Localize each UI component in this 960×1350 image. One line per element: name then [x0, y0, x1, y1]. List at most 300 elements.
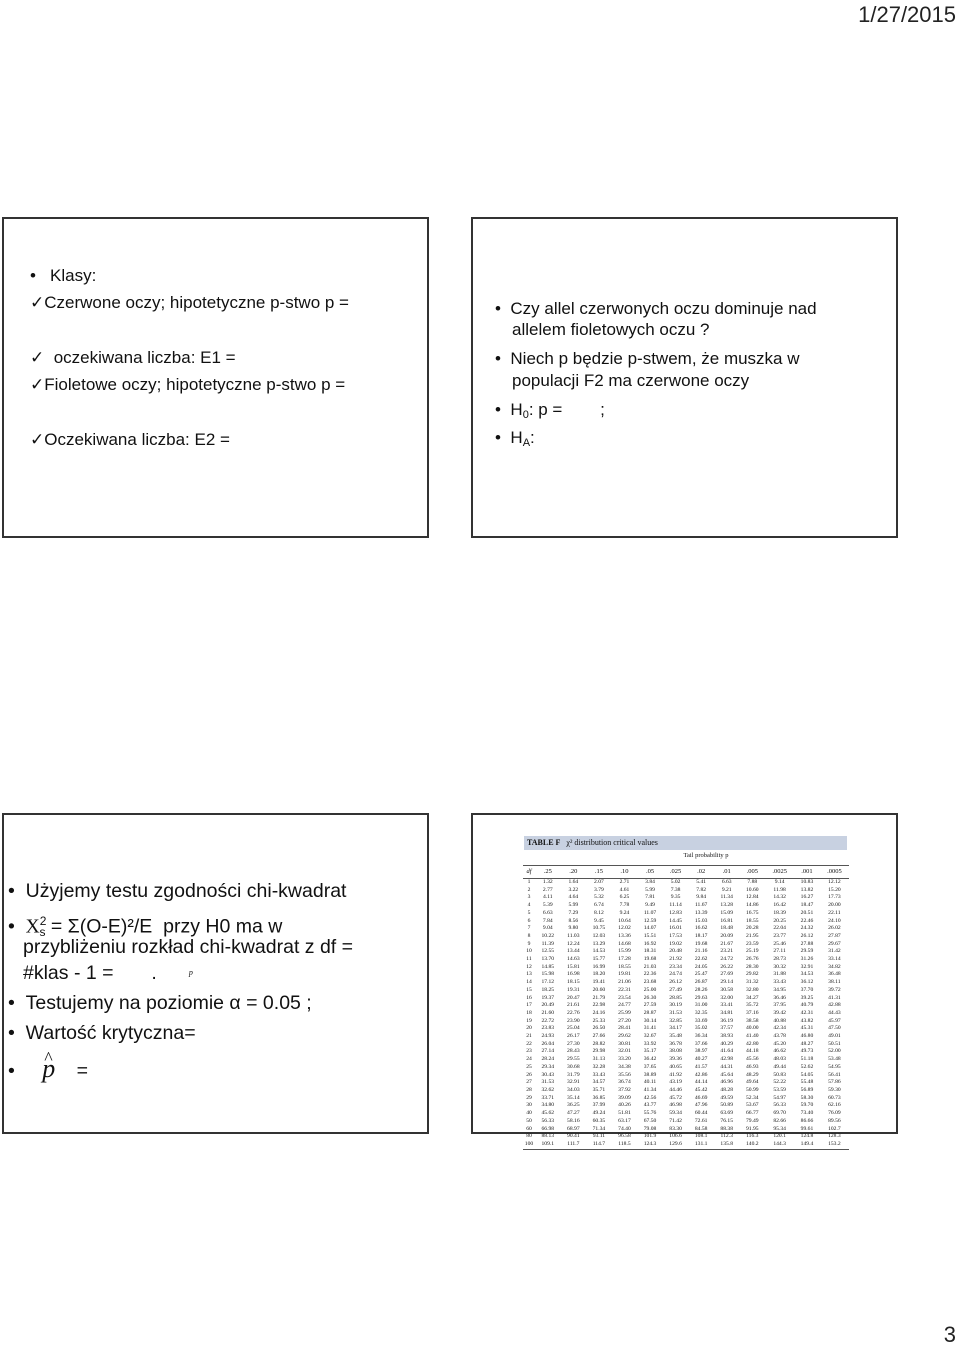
slide3-text-test: Użyjemy testu zgodności chi-kwadrat — [25, 880, 347, 902]
page-number: 3 — [943, 1322, 956, 1347]
table-cell: 37.16 — [745, 1009, 759, 1016]
table-cell: 26.02 — [828, 925, 841, 932]
df-cell: 23 — [526, 1048, 532, 1055]
table-cell: 71.34 — [592, 1125, 606, 1132]
table-cell: 24.32 — [800, 925, 814, 932]
h0-rest: : p = ; — [528, 400, 605, 419]
table-cell: 40.00 — [745, 1025, 759, 1032]
table-cell: 153.2 — [828, 1140, 841, 1147]
table-cell: 2.07 — [594, 879, 604, 885]
table-cell: 82.66 — [773, 1117, 786, 1124]
table-cell: 4.64 — [568, 894, 579, 901]
slide2-text-2a: Niech p będzie p-stwem, że muszka w — [510, 349, 800, 368]
table-cell: 35.71 — [592, 1086, 606, 1093]
table-cell: 28.73 — [773, 956, 786, 963]
table-cell: 96.58 — [618, 1133, 631, 1140]
table-cell: 56.89 — [800, 1086, 814, 1093]
table-cell: 35.72 — [745, 1002, 759, 1009]
table-cell: 14.32 — [773, 894, 786, 901]
table-row — [523, 910, 849, 918]
table-cell: 5.32 — [594, 894, 604, 901]
chi-formula-rest: = Σ(O-E)²/E przy H0 ma w — [45, 915, 283, 938]
table-cell: 60.44 — [694, 1110, 708, 1117]
table-cell: 83.30 — [669, 1125, 682, 1132]
slide1-text-klasy: Klasy: — [50, 266, 97, 285]
table-cell: 31.32 — [745, 979, 759, 986]
table-cell: 76.15 — [720, 1117, 734, 1124]
table-cell: 26.87 — [694, 979, 708, 986]
table-cell: 9.80 — [568, 925, 579, 932]
checkmark-icon: ✓ — [30, 375, 45, 394]
table-cell: 47.96 — [694, 1102, 708, 1109]
df-cell: 25 — [526, 1063, 532, 1070]
table-cell: 29.62 — [618, 1033, 631, 1040]
table-cell: 29.63 — [694, 994, 708, 1001]
table-cell: 49.24 — [592, 1110, 606, 1117]
table-cell: 34.17 — [669, 1025, 682, 1032]
table-cell: 8.12 — [594, 909, 604, 916]
table-cell: 99.61 — [800, 1125, 814, 1132]
df-cell: 80 — [526, 1133, 532, 1140]
table-cell: 23.83 — [541, 1025, 555, 1032]
table-cell: 66.77 — [745, 1110, 759, 1117]
table-row — [523, 971, 849, 979]
table-cell: 24.10 — [828, 917, 841, 924]
table-cell: 12.24 — [567, 940, 580, 947]
table-cell: 52.00 — [828, 1048, 841, 1055]
table-cell: 26.30 — [643, 994, 657, 1001]
table-cell: 37.95 — [773, 1002, 786, 1009]
table-cell: 26.04 — [541, 1040, 555, 1047]
table-cell: 31.42 — [828, 948, 841, 955]
table-cell: 6.25 — [619, 894, 630, 901]
table-row — [523, 948, 849, 956]
table-cell: 16.27 — [800, 894, 814, 901]
df-cell: 28 — [526, 1086, 532, 1093]
table-cell: 34.57 — [592, 1079, 606, 1086]
table-cell: 26.12 — [669, 979, 682, 986]
table-cell: 62.16 — [828, 1102, 841, 1109]
chi-subscript: s — [39, 924, 46, 939]
table-cell: 21.16 — [694, 948, 708, 955]
table-cell: 21.60 — [541, 1009, 555, 1016]
slide-1 — [2, 217, 429, 538]
table-cell: 26.50 — [592, 1025, 606, 1032]
table-cell: 32.80 — [745, 986, 759, 993]
table-cell: 55.48 — [800, 1079, 814, 1086]
slide2-h0 — [495, 400, 605, 425]
table-cell: 93.11 — [592, 1133, 606, 1140]
table-cell: 120.1 — [773, 1133, 786, 1140]
table-cell: 41.92 — [669, 1071, 682, 1078]
slide3-line-testujemy — [8, 993, 312, 1013]
table-cell: 53.59 — [773, 1086, 786, 1093]
table-cell: 19.02 — [669, 940, 682, 947]
table-cell: 42.80 — [745, 1040, 759, 1047]
column-header: .05 — [645, 868, 655, 876]
table-row — [523, 1095, 849, 1103]
bullet-dot: • — [495, 428, 501, 447]
table-cell: 28.43 — [567, 1048, 580, 1055]
table-row — [523, 887, 849, 895]
table-cell: 27.20 — [618, 1017, 631, 1024]
table-cell: 31.53 — [669, 1009, 682, 1016]
slide1-line-oczekiwana-e1 — [30, 348, 236, 368]
table-cell: 52.34 — [745, 1094, 759, 1101]
small-p-mark: p — [188, 968, 193, 977]
table-cell: 36.85 — [592, 1094, 606, 1101]
slide-4 — [471, 813, 898, 1147]
table-cell: 21.92 — [669, 956, 682, 963]
table-cell: 106.6 — [669, 1133, 682, 1140]
table-cell: 39.36 — [669, 1056, 682, 1063]
table-cell: 31.00 — [694, 1002, 708, 1009]
table-cell: 12.02 — [618, 925, 631, 932]
table-cell: 55.76 — [643, 1110, 657, 1117]
table-cell: 51.18 — [800, 1056, 814, 1063]
table-cell: 118.5 — [618, 1140, 631, 1147]
table-cell: 20.28 — [745, 925, 759, 932]
table-cell: 20.25 — [773, 917, 786, 924]
table-cell: 79.49 — [745, 1117, 759, 1124]
table-cell: 34.81 — [720, 1009, 734, 1016]
bullet-dot: • — [8, 1022, 15, 1044]
df-cell: 14 — [526, 979, 532, 986]
table-row — [523, 995, 849, 1003]
table-cell: 33.14 — [828, 956, 841, 963]
table-cell: 33.43 — [773, 979, 786, 986]
table-cell: 14.53 — [592, 948, 606, 955]
column-header: .0025 — [772, 868, 787, 876]
table-cell: 26.12 — [800, 932, 814, 939]
slide3-text-testujemy: Testujemy na poziomie α = 0.05 ; — [25, 992, 312, 1014]
table-cell: 23.21 — [720, 948, 734, 955]
table-cell: 21.06 — [618, 979, 631, 986]
table-cell: 12.12 — [828, 879, 841, 885]
slide2-bullet-1-line-1 — [495, 299, 817, 319]
table-cell: 29.67 — [828, 940, 841, 947]
df-cell: 22 — [526, 1040, 532, 1047]
table-cell: 13.44 — [567, 948, 580, 955]
df-cell: 2 — [527, 886, 531, 893]
table-cell: 32.00 — [720, 994, 734, 1001]
table-row — [523, 1041, 849, 1049]
table-cell: 36.74 — [618, 1079, 631, 1086]
table-cell: 7.38 — [670, 886, 681, 893]
table-cell: 42.88 — [828, 1002, 841, 1009]
table-cell: 24.93 — [541, 1033, 555, 1040]
table-cell: 32.01 — [618, 1048, 631, 1055]
table-cell: 27.69 — [720, 971, 734, 978]
table-cell: 23.54 — [618, 994, 631, 1001]
table-cell: 25.46 — [773, 940, 786, 947]
table-cell: 25.99 — [618, 1009, 631, 1016]
table-cell: 25.47 — [694, 971, 708, 978]
table-cell: 14.07 — [643, 925, 657, 932]
table-cell: 114.7 — [592, 1140, 606, 1147]
table-row — [523, 1141, 849, 1149]
df-cell: 100 — [524, 1140, 534, 1147]
table-cell: 32.91 — [567, 1079, 580, 1086]
table-cell: 18.31 — [643, 948, 657, 955]
df-cell: 16 — [526, 994, 532, 1001]
column-header-df: df — [526, 868, 532, 876]
table-cell: 59.30 — [828, 1086, 841, 1093]
table-cell: 19.41 — [592, 979, 606, 986]
table-cell: 23.68 — [643, 979, 657, 986]
table-cell: 39.42 — [773, 1009, 786, 1016]
table-cell: 40.79 — [800, 1002, 814, 1009]
table-cell: 25.33 — [592, 1017, 606, 1024]
table-cell: 7.88 — [747, 879, 758, 885]
table-cell: 22.62 — [694, 956, 708, 963]
table-cell: 15.81 — [567, 963, 580, 970]
table-cell: 26.17 — [567, 1033, 580, 1040]
table-cell: 73.40 — [800, 1110, 814, 1117]
table-cell: 135.8 — [720, 1140, 734, 1147]
table-cell: 128.3 — [828, 1133, 841, 1140]
table-cell: 21.79 — [592, 994, 606, 1001]
table-cell: 38.89 — [643, 1071, 657, 1078]
table-cell: 41.57 — [694, 1063, 708, 1070]
table-cell: 10.60 — [745, 886, 759, 893]
table-cell: 15.09 — [720, 909, 734, 916]
table-cell: 40.29 — [720, 1040, 734, 1047]
table-cell: 12.83 — [669, 909, 682, 916]
table-cell: 140.2 — [745, 1140, 759, 1147]
table-cell: 43.19 — [669, 1079, 682, 1086]
table-cell: 15.98 — [541, 971, 555, 978]
table-cell: 15.20 — [828, 886, 841, 893]
slide3-line-phat — [8, 1055, 88, 1085]
table-cell: 54.97 — [773, 1094, 786, 1101]
table-cell: 49.64 — [745, 1079, 759, 1086]
table-cell: 26.76 — [745, 956, 759, 963]
table-cell: 30.68 — [567, 1063, 580, 1070]
table-cell: 4.61 — [619, 886, 630, 893]
slide1-text-fioletowe: Fioletowe oczy; hipotetyczne p-stwo p = — [44, 375, 346, 394]
table-cell: 15.51 — [643, 932, 657, 939]
table-cell: 60.35 — [592, 1117, 606, 1124]
table-cell: 27.88 — [800, 940, 814, 947]
table-cell: 46.93 — [745, 1063, 759, 1070]
table-cell: 131.1 — [694, 1140, 708, 1147]
table-cell: 21.67 — [720, 940, 734, 947]
table-cell: 20.51 — [800, 909, 814, 916]
table-cell: 34.80 — [541, 1102, 555, 1109]
table-cell: 54.95 — [828, 1063, 841, 1070]
table-cell: 3.84 — [645, 879, 655, 885]
table-cell: 3.22 — [568, 886, 579, 893]
table-cell: 11.14 — [669, 902, 682, 909]
bullet-dot: • — [495, 400, 501, 419]
table-cell: 21.61 — [567, 1002, 580, 1009]
slide1-line-fioletowe — [30, 375, 345, 395]
table-row — [523, 1079, 849, 1087]
table-cell: 29.98 — [592, 1048, 606, 1055]
df-cell: 17 — [526, 1002, 532, 1009]
df-cell: 10 — [526, 948, 532, 955]
table-row — [523, 1118, 849, 1126]
table-cell: 16.92 — [643, 940, 657, 947]
table-cell: 9.84 — [696, 894, 707, 901]
table-cell: 16.98 — [567, 971, 580, 978]
table-cell: 22.36 — [643, 971, 657, 978]
bullet-dot: • — [30, 266, 36, 285]
table-cell: 31.13 — [592, 1056, 606, 1063]
table-cell: 32.35 — [694, 1009, 708, 1016]
ha-rest: : — [530, 428, 535, 447]
table-cell: 9.35 — [670, 894, 681, 901]
table-cell: 42.31 — [800, 1009, 814, 1016]
chi-square-table-figure — [523, 835, 849, 1147]
table-cell: 42.56 — [643, 1094, 657, 1101]
table-cell: 18.39 — [773, 909, 786, 916]
table-cell: 43.82 — [800, 1017, 814, 1024]
table-cell: 84.58 — [694, 1125, 708, 1132]
table-cell: 11.34 — [720, 894, 733, 901]
table-cell: 25.00 — [643, 986, 657, 993]
table-cell: 20.48 — [669, 948, 682, 955]
slide3-line-wartosc — [8, 1023, 196, 1043]
table-body — [523, 879, 849, 1150]
table-cell: 40.65 — [669, 1063, 682, 1070]
table-title-label: TABLE F — [527, 838, 561, 847]
table-cell: 16.75 — [745, 909, 759, 916]
table-cell: 5.39 — [542, 902, 553, 909]
table-cell: 52.62 — [800, 1063, 814, 1070]
table-cell: 69.70 — [773, 1110, 786, 1117]
table-cell: 79.08 — [643, 1125, 657, 1132]
table-cell: 14.63 — [567, 956, 580, 963]
column-header: .0005 — [827, 868, 842, 876]
table-cell: 22.46 — [800, 917, 814, 924]
table-cell: 129.6 — [669, 1140, 682, 1147]
table-cell: 22.98 — [592, 1002, 606, 1009]
slide3-line-przyblizeniu: przybliżeniu rozkład chi-kwadrat z df = — [23, 936, 354, 958]
df-cell: 60 — [526, 1125, 532, 1132]
checkmark-icon: ✓ — [30, 293, 45, 312]
table-cell: 7.29 — [568, 909, 579, 916]
table-cell: 45.42 — [694, 1086, 708, 1093]
table-cell: 46.96 — [720, 1079, 734, 1086]
chi-superscript: 2 — [39, 914, 47, 928]
table-cell: 44.14 — [694, 1079, 708, 1086]
table-row — [523, 1102, 849, 1110]
table-cell: 19.81 — [618, 971, 631, 978]
slide-3 — [2, 813, 429, 1134]
slide1-line-klasy — [30, 266, 96, 286]
table-cell: 51.81 — [618, 1110, 631, 1117]
table-cell: 71.42 — [669, 1117, 682, 1124]
table-cell: 15.03 — [694, 917, 708, 924]
p-hat-equals: = — [76, 1060, 89, 1082]
table-cell: 23.90 — [567, 1017, 580, 1024]
table-cell: 14.85 — [541, 963, 555, 970]
table-cell: 25.19 — [745, 948, 759, 955]
chi-symbol: Χ — [25, 916, 40, 938]
column-header: .15 — [594, 868, 603, 876]
table-cell: 12.84 — [745, 894, 759, 901]
header-date: 1/27/2015 — [858, 2, 956, 27]
slide3-text-klas: #klas - 1 = . — [23, 962, 157, 984]
table-cell: 43.77 — [643, 1102, 657, 1109]
table-cell: 28.87 — [643, 1009, 657, 1016]
table-cell: 24.74 — [669, 971, 682, 978]
ha-letter: H — [510, 428, 523, 447]
df-cell: 5 — [527, 909, 531, 916]
table-cell: 108.1 — [694, 1133, 708, 1140]
table-cell: 102.7 — [828, 1125, 841, 1132]
table-cell: 11.98 — [773, 886, 786, 893]
df-cell: 6 — [527, 917, 531, 924]
table-cell: 4.11 — [542, 894, 553, 901]
table-cell: 53.67 — [745, 1102, 759, 1109]
table-cell: 33.43 — [592, 1071, 606, 1078]
table-cell: 28.82 — [592, 1040, 606, 1047]
table-cell: 30.32 — [773, 963, 786, 970]
table-row — [523, 987, 849, 995]
table-cell: 34.27 — [745, 994, 759, 1001]
table-cell: 50.89 — [720, 1102, 734, 1109]
table-cell: 11.67 — [694, 902, 708, 909]
column-header: .25 — [543, 868, 552, 876]
table-cell: 35.48 — [669, 1033, 682, 1040]
table-cell: 27.30 — [567, 1040, 580, 1047]
table-cell: 35.56 — [618, 1071, 631, 1078]
table-cell: 34.95 — [773, 986, 786, 993]
table-cell: 45.72 — [669, 1094, 682, 1101]
table-row — [523, 902, 849, 910]
table-cell: 32.91 — [800, 963, 814, 970]
table-cell: 34.53 — [800, 971, 814, 978]
table-cell: 7.78 — [619, 902, 630, 909]
table-cell: 12.59 — [643, 917, 657, 924]
table-cell: 49.73 — [800, 1048, 814, 1055]
table-cell: 53.48 — [828, 1056, 841, 1063]
table-cell: 41.31 — [828, 994, 841, 1001]
table-cell: 32.85 — [669, 1017, 682, 1024]
table-cell: 29.59 — [800, 948, 814, 955]
table-cell: 88.13 — [541, 1133, 555, 1140]
table-cell: 37.99 — [592, 1102, 606, 1109]
table-cell: 5.99 — [645, 886, 655, 893]
table-cell: 33.20 — [618, 1056, 631, 1063]
table-cell: 38.93 — [720, 1033, 734, 1040]
slide1-line-oczekiwana-e2 — [30, 430, 230, 450]
table-cell: 31.53 — [541, 1079, 555, 1086]
table-cell: 42.98 — [720, 1056, 734, 1063]
table-cell: 45.62 — [541, 1110, 555, 1117]
table-row — [523, 1110, 849, 1118]
chi-square-critical-values-table — [523, 865, 849, 1150]
table-cell: 5.99 — [568, 902, 579, 909]
table-row — [523, 1002, 849, 1010]
table-cell: 36.78 — [669, 1040, 682, 1047]
table-cell: 28.24 — [541, 1056, 555, 1063]
table-cell: 28.30 — [745, 963, 759, 970]
bullet-dot: • — [8, 992, 15, 1014]
table-cell: 63.17 — [618, 1117, 631, 1124]
table-cell: 46.62 — [773, 1048, 786, 1055]
table-cell: 37.65 — [643, 1063, 657, 1070]
table-cell: 86.66 — [800, 1117, 814, 1124]
table-cell: 34.82 — [828, 963, 841, 970]
table-cell: 72.61 — [694, 1117, 708, 1124]
table-cell: 111.7 — [567, 1140, 580, 1147]
table-cell: 43.78 — [773, 1033, 786, 1040]
table-cell: 17.12 — [541, 979, 555, 986]
